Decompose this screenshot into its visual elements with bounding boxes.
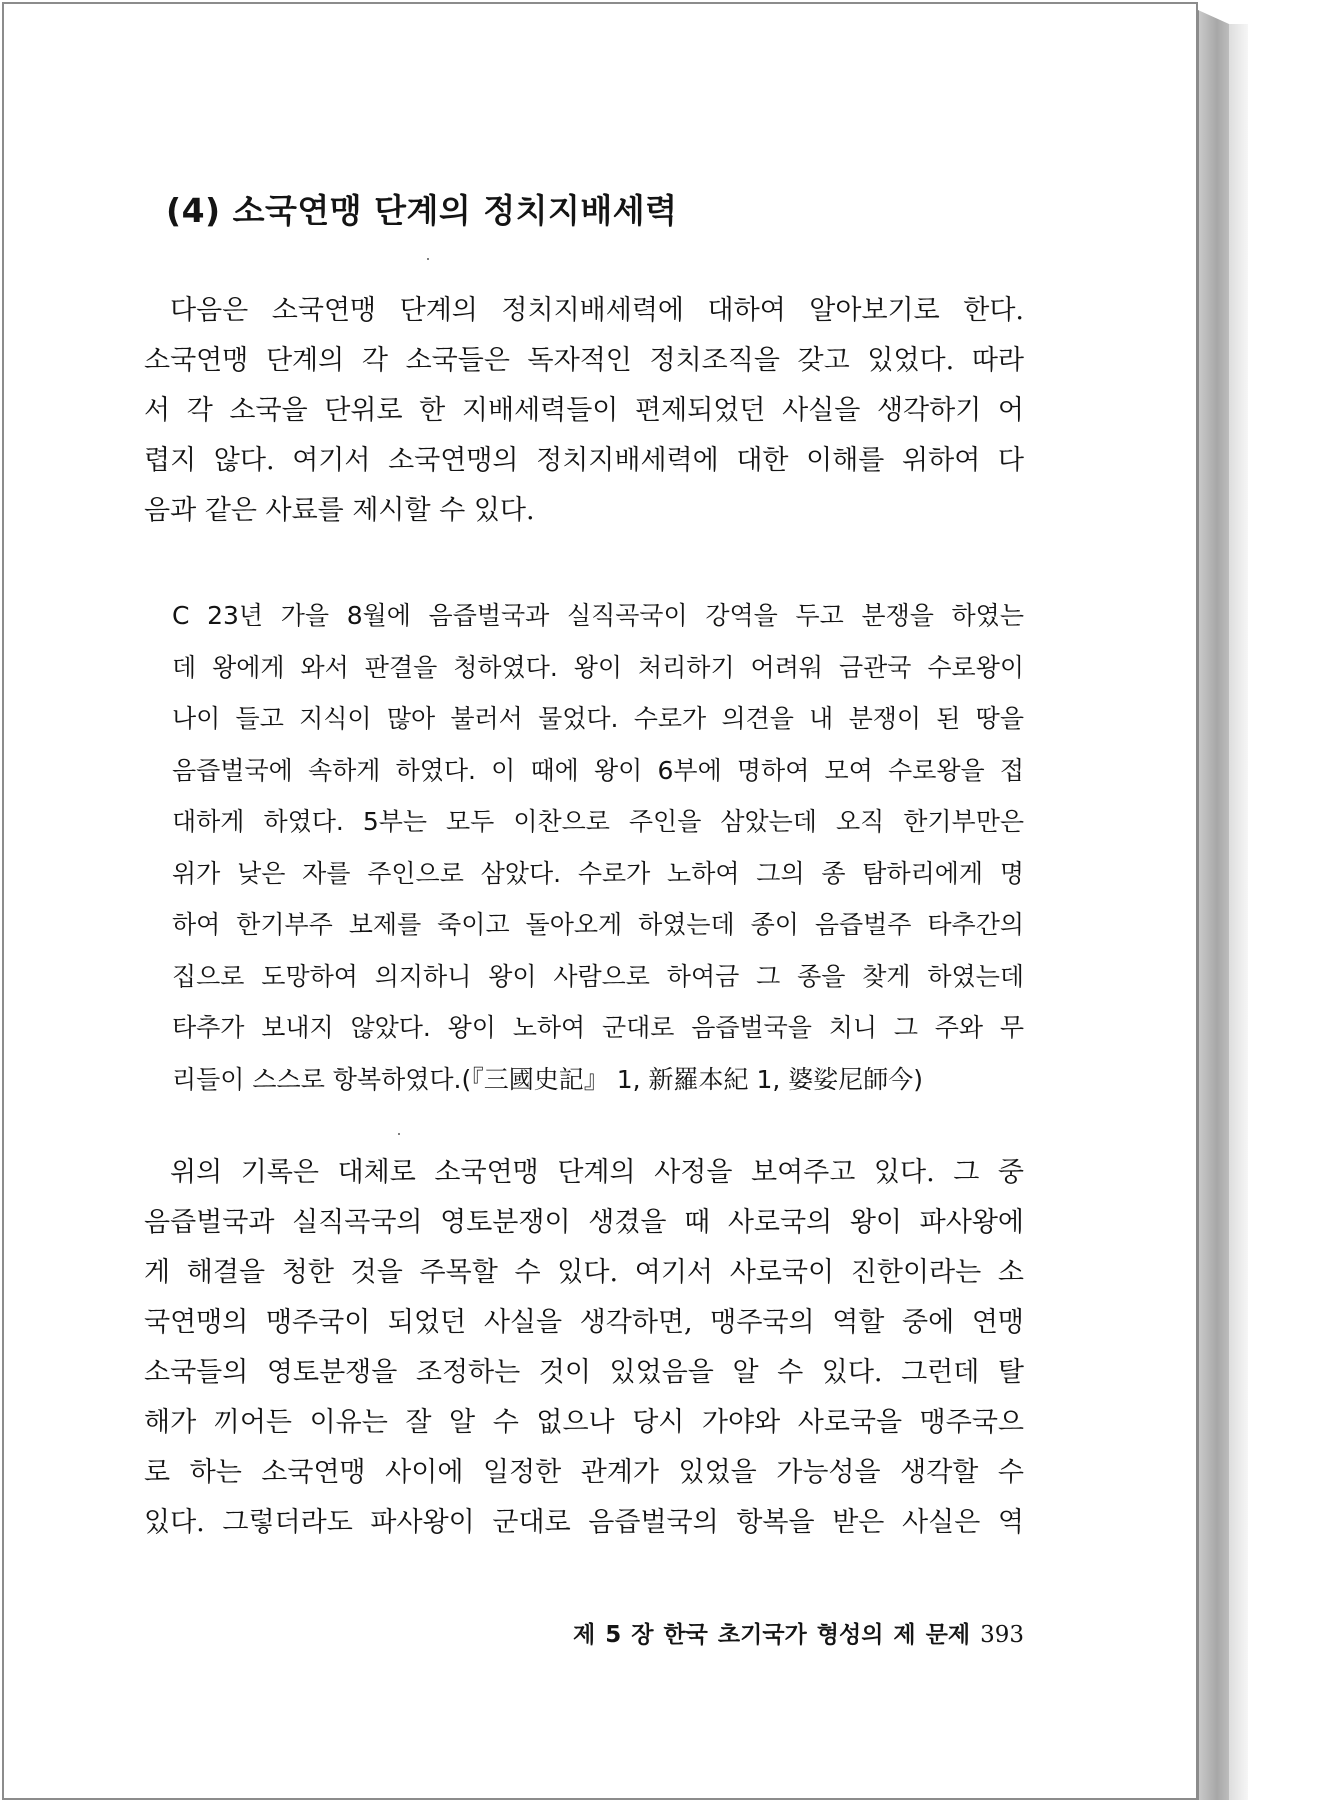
text-line: 위의 기록은 대체로 소국연맹 단계의 사정을 보여주고 있다. 그 중	[170, 1157, 1024, 1188]
text-line: 다음은 소국연맹 단계의 정치지배세력에 대하여 알아보기로 한다.	[170, 295, 1024, 326]
intro-paragraph	[144, 286, 1024, 536]
text-line: 해가 끼어든 이유는 잘 알 수 없으나 당시 가야와 사로국을 맹주국으	[144, 1407, 1024, 1438]
text-line: 국연맹의 맹주국이 되었던 사실을 생각하면, 맹주국의 역할 중에 연맹	[144, 1307, 1024, 1338]
text-line: 게 해결을 청한 것을 주목할 수 있다. 여기서 사로국이 진한이라는 소	[144, 1257, 1024, 1288]
text-line: 소국들의 영토분쟁을 조정하는 것이 있었음을 알 수 있다. 그런데 탈	[144, 1357, 1024, 1388]
quote-line: 위가 낮은 자를 주인으로 삼았다. 수로가 노하여 그의 종 탐하리에게 명	[172, 858, 1024, 888]
quote-line: 집으로 도망하여 의지하니 왕이 사람으로 하여금 그 종을 찾게 하였는데	[172, 961, 1024, 991]
text-line: 음즙벌국과 실직곡국의 영토분쟁이 생겼을 때 사로국의 왕이 파사왕에	[144, 1207, 1024, 1238]
analysis-paragraph	[144, 1148, 1024, 1548]
text-line: 있다. 그렇더라도 파사왕이 군대로 음즙벌국의 항복을 받은 사실은 역	[144, 1507, 1024, 1538]
text-line: 로 하는 소국연맹 사이에 일정한 관계가 있었을 가능성을 생각할 수	[144, 1457, 1024, 1488]
source-quote	[172, 590, 1024, 1105]
page-edge	[1198, 10, 1229, 1800]
quote-line: 음즙벌국에 속하게 하였다. 이 때에 왕이 6부에 명하여 모여 수로왕을 접	[172, 755, 1024, 785]
scan-speck	[427, 258, 429, 260]
quote-line: 데 왕에게 와서 판결을 청하였다. 왕이 처리하기 어려워 금관국 수로왕이	[172, 652, 1024, 682]
page-shadow	[1228, 24, 1248, 1800]
quote-line: 나이 들고 지식이 많아 불러서 물었다. 수로가 의견을 내 분쟁이 된 땅을	[172, 704, 1024, 733]
chapter-title: 제 5 장 한국 초기국가 형성의 제 문제	[572, 1622, 971, 1648]
section-heading: (4) 소국연맹 단계의 정치지배세력	[166, 191, 678, 230]
quote-line: C 23년 가을 8월에 음즙벌국과 실직곡국이 강역을 두고 분쟁을 하였는	[172, 601, 1024, 630]
text-line: 음과 같은 사료를 제시할 수 있다.	[144, 495, 535, 526]
text-line: 렵지 않다. 여기서 소국연맹의 정치지배세력에 대한 이해를 위하여 다	[144, 445, 1024, 476]
quote-line: 타추가 보내지 않았다. 왕이 노하여 군대로 음즙벌국을 치니 그 주와 무	[172, 1013, 1024, 1042]
page-footer	[573, 1616, 1024, 1649]
scan-speck	[398, 1133, 400, 1135]
quote-line: 리들이 스스로 항복하였다.(『三國史記』 1, 新羅本紀 1, 婆娑尼師今)	[172, 1064, 923, 1094]
page-number: 393	[980, 1622, 1024, 1648]
text-line: 서 각 소국을 단위로 한 지배세력들이 편제되었던 사실을 생각하기 어	[144, 395, 1024, 426]
quote-line: 대하게 하였다. 5부는 모두 이찬으로 주인을 삼았는데 오직 한기부만은	[172, 807, 1024, 836]
quote-line: 하여 한기부주 보제를 죽이고 돌아오게 하였는데 종이 음즙벌주 타추간의	[172, 910, 1024, 939]
text-line: 소국연맹 단계의 각 소국들은 독자적인 정치조직을 갖고 있었다. 따라	[144, 345, 1024, 376]
